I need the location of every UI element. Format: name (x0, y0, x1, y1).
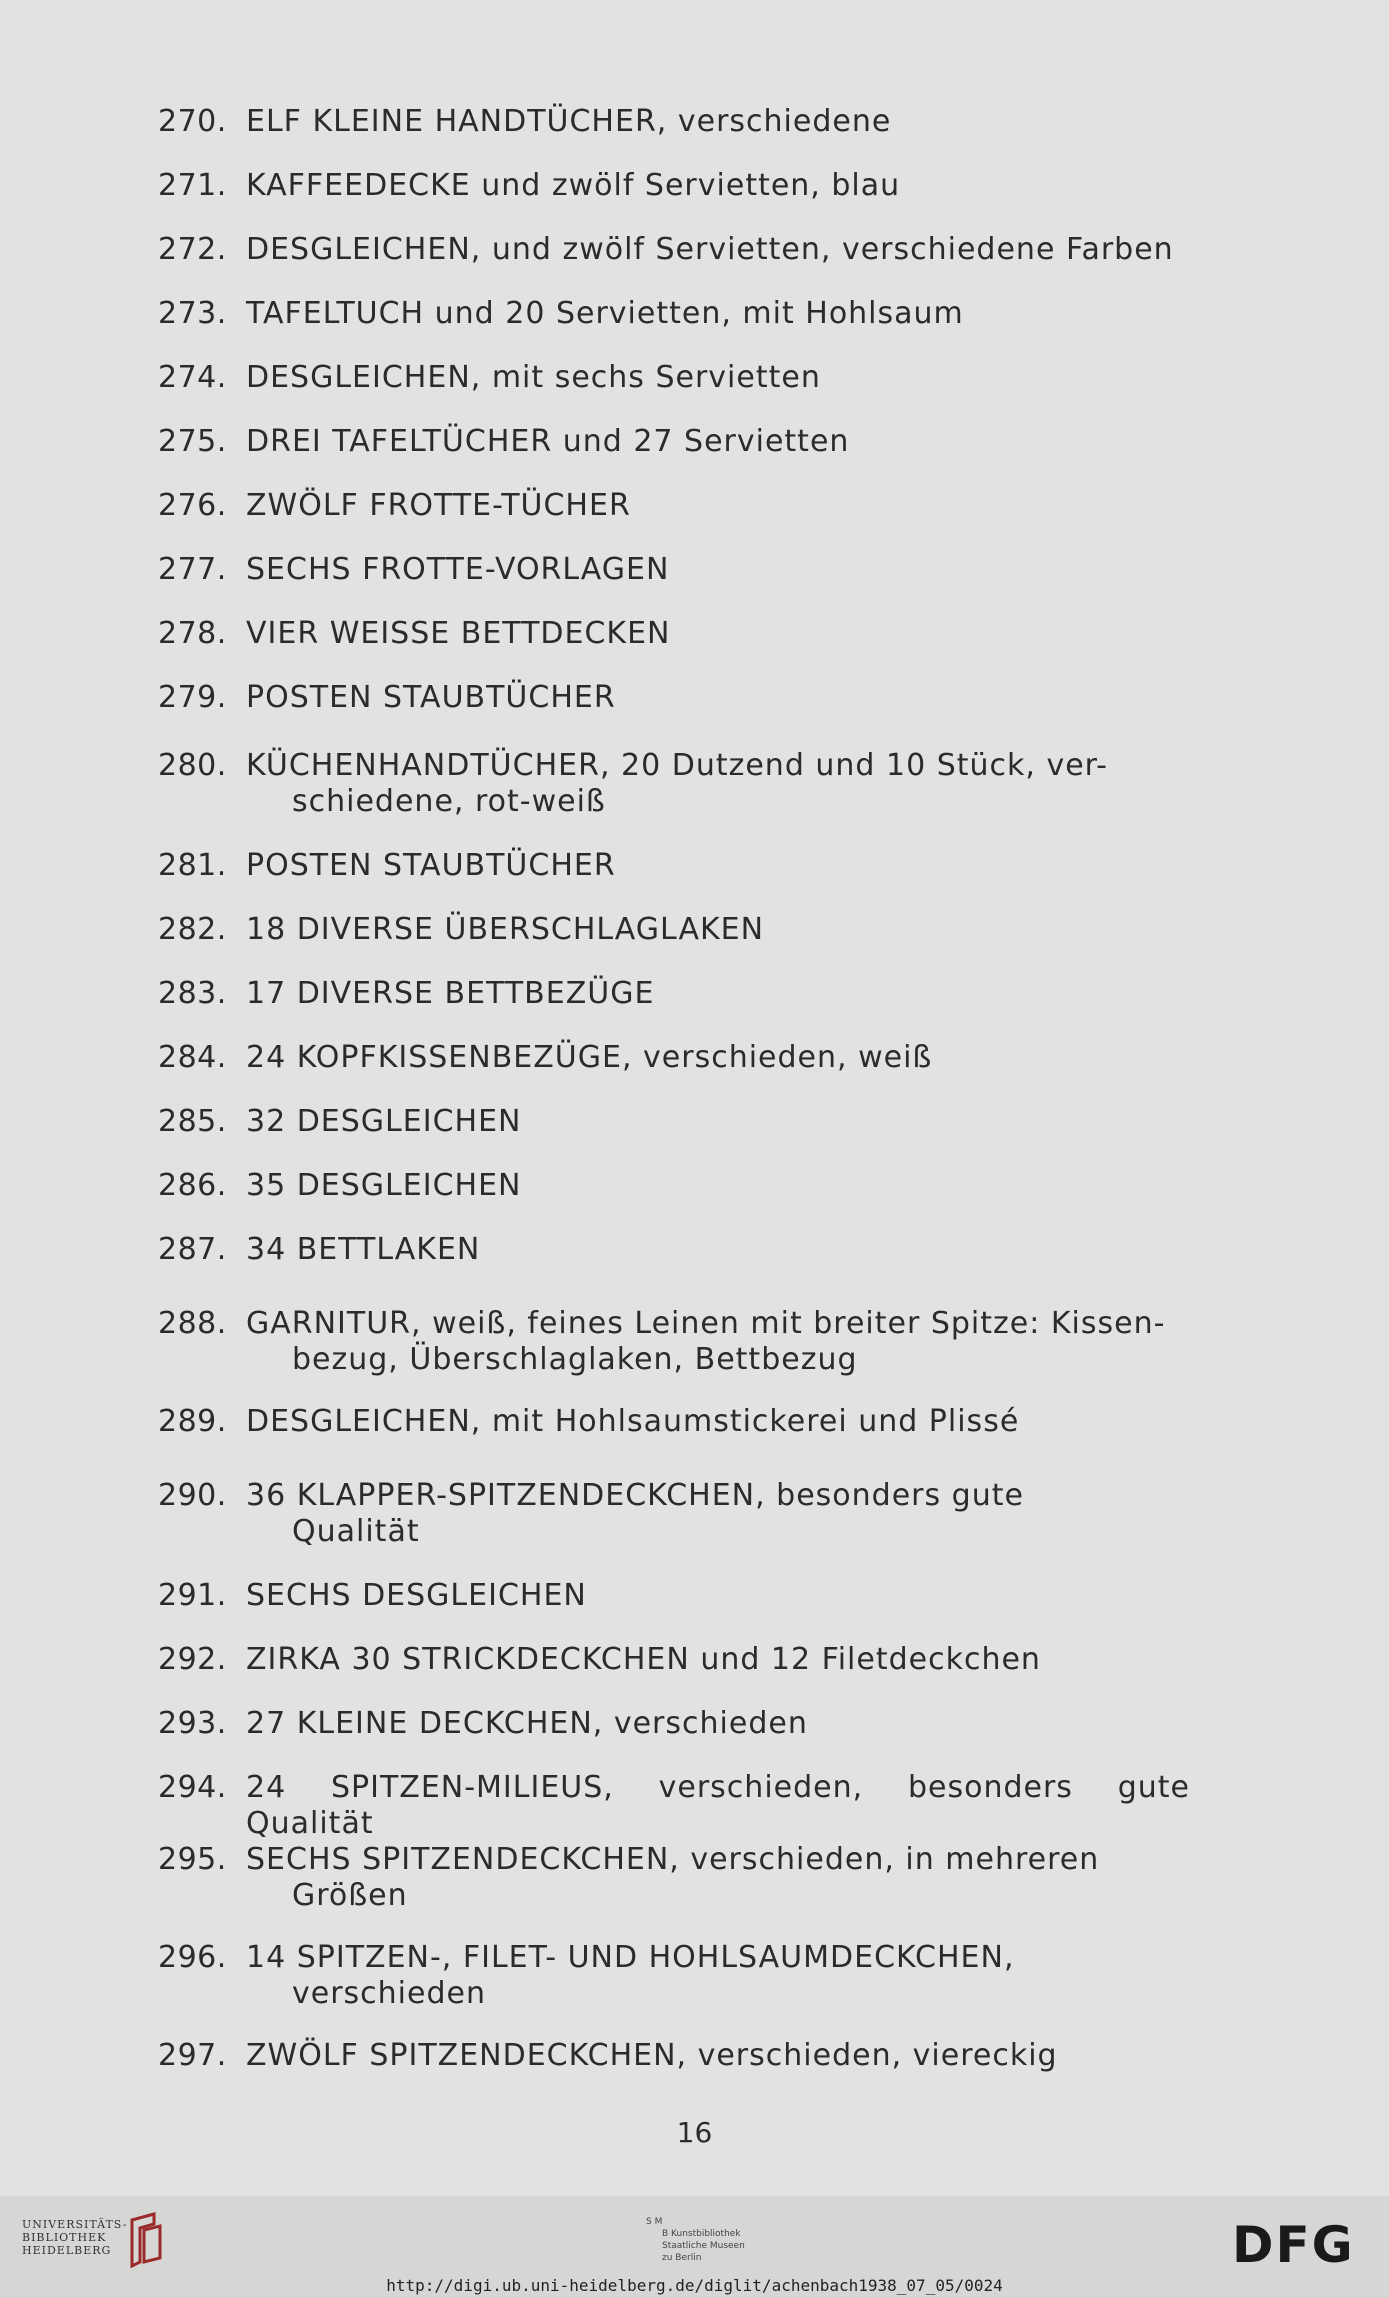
item-text-continuation: bezug, Überschlaglaken, Bettbezug (292, 1342, 858, 1377)
stamp-line: B Kunstbibliothek (662, 2229, 741, 2239)
item-text-line: 32 DESGLEICHEN (246, 1104, 522, 1139)
item-text-continuation: Größen (292, 1878, 408, 1913)
item-text-line: 35 DESGLEICHEN (246, 1168, 522, 1203)
item-text-line: TAFELTUCH und 20 Servietten, mit Hohlsaum (246, 296, 964, 331)
item-number: 285. (158, 1104, 227, 1139)
item-number: 287. (158, 1232, 227, 1267)
item-number: 280. (158, 748, 227, 783)
item-text (246, 748, 1190, 820)
footer-bar (0, 2196, 1389, 2298)
item-number: 276. (158, 488, 227, 523)
item-number: 294. (158, 1770, 227, 1805)
item-number: 292. (158, 1642, 227, 1677)
item-text (246, 168, 1190, 204)
item-text-line: SECHS SPITZENDECKCHEN, verschieden, in mehreren (246, 1842, 1100, 1877)
item-text (246, 1478, 1190, 1550)
item-text (246, 296, 1190, 332)
item-text (246, 1232, 1190, 1268)
item-text-line: DREI TAFELTÜCHER und 27 Servietten (246, 424, 850, 459)
item-text-line: KAFFEEDECKE und zwölf Servietten, blau (246, 168, 901, 203)
item-text-line: ELF KLEINE HANDTÜCHER, verschiedene (246, 104, 892, 139)
library-line: BIBLIOTHEK (22, 2231, 107, 2244)
item-number: 271. (158, 168, 227, 203)
library-name (22, 2218, 127, 2257)
item-text-line: GARNITUR, weiß, feines Leinen mit breiter Spitze: Kissen- (246, 1306, 1166, 1341)
item-text-line: ZWÖLF FROTTE-TÜCHER (246, 488, 631, 523)
item-number: 275. (158, 424, 227, 459)
stamp-line: zu Berlin (662, 2253, 702, 2263)
item-text-line: 24 SPITZEN-MILIEUS, verschieden, besonders gute Qualität (246, 1770, 1190, 1841)
item-number: 272. (158, 232, 227, 267)
item-text (246, 552, 1190, 588)
item-text (246, 1842, 1190, 1914)
item-text (246, 232, 1190, 268)
stamp-line: S M (646, 2217, 663, 2227)
item-number: 284. (158, 1040, 227, 1075)
item-text-line: SECHS DESGLEICHEN (246, 1578, 587, 1613)
item-text-line: POSTEN STAUBTÜCHER (246, 680, 616, 715)
library-line: UNIVERSITÄTS- (22, 2218, 128, 2231)
museum-stamp (646, 2216, 745, 2264)
item-text-line: DESGLEICHEN, und zwölf Servietten, verschiedene Farben (246, 232, 1174, 267)
library-line: HEIDELBERG (22, 2244, 112, 2257)
item-text (246, 488, 1190, 524)
item-text (246, 680, 1190, 716)
item-number: 295. (158, 1842, 227, 1877)
item-text (246, 1940, 1190, 2012)
item-text (246, 360, 1190, 396)
item-text-line: KÜCHENHANDTÜCHER, 20 Dutzend und 10 Stück, ver- (246, 748, 1108, 783)
item-text-line: 24 KOPFKISSENBEZÜGE, verschieden, weiß (246, 1040, 933, 1075)
item-text (246, 1040, 1190, 1076)
item-text-line: 27 KLEINE DECKCHEN, verschieden (246, 1706, 808, 1741)
item-text (246, 976, 1190, 1012)
item-text (246, 912, 1190, 948)
item-number: 281. (158, 848, 227, 883)
item-text (246, 1642, 1190, 1678)
item-number: 277. (158, 552, 227, 587)
item-number: 288. (158, 1306, 227, 1341)
item-text (246, 1578, 1190, 1614)
item-number: 283. (158, 976, 227, 1011)
item-text-line: POSTEN STAUBTÜCHER (246, 848, 616, 883)
item-number: 289. (158, 1404, 227, 1439)
item-number: 291. (158, 1578, 227, 1613)
item-text (246, 1770, 1190, 1842)
library-logo-icon (126, 2212, 166, 2268)
item-text-continuation: Qualität (292, 1514, 420, 1549)
item-text-line: SECHS FROTTE-VORLAGEN (246, 552, 670, 587)
item-text-continuation: verschieden (292, 1976, 486, 2011)
item-number: 290. (158, 1478, 227, 1513)
dfg-logo: DFG (1232, 2216, 1355, 2274)
item-number: 270. (158, 104, 227, 139)
source-url-link[interactable]: http://digi.ub.uni-heidelberg.de/diglit/achenbach1938_07_05/0024 (386, 2276, 1003, 2295)
item-text (246, 1404, 1190, 1440)
item-number: 282. (158, 912, 227, 947)
item-number: 293. (158, 1706, 227, 1741)
item-text (246, 1168, 1190, 1204)
page-number: 16 (676, 2116, 713, 2149)
stamp-line: Staatliche Museen (662, 2241, 745, 2251)
item-text-line: ZWÖLF SPITZENDECKCHEN, verschieden, viereckig (246, 2038, 1058, 2073)
item-text (246, 616, 1190, 652)
item-number: 286. (158, 1168, 227, 1203)
item-text-line: 34 BETTLAKEN (246, 1232, 481, 1267)
item-text (246, 1706, 1190, 1742)
item-number: 297. (158, 2038, 227, 2073)
item-number: 273. (158, 296, 227, 331)
item-text-line: DESGLEICHEN, mit Hohlsaumstickerei und Plissé (246, 1404, 1020, 1439)
item-number: 278. (158, 616, 227, 651)
item-number: 279. (158, 680, 227, 715)
item-text-line: ZIRKA 30 STRICKDECKCHEN und 12 Filetdeckchen (246, 1642, 1041, 1677)
item-text (246, 424, 1190, 460)
item-text-line: VIER WEISSE BETTDECKEN (246, 616, 671, 651)
item-text-line: 14 SPITZEN-, FILET- UND HOHLSAUMDECKCHEN, (246, 1940, 1015, 1975)
item-text (246, 2038, 1190, 2074)
item-text-line: 17 DIVERSE BETTBEZÜGE (246, 976, 655, 1011)
item-text-continuation: schiedene, rot-weiß (292, 784, 606, 819)
item-text-line: DESGLEICHEN, mit sechs Servietten (246, 360, 821, 395)
item-text-line: 18 DIVERSE ÜBERSCHLAGLAKEN (246, 912, 765, 947)
item-text (246, 1306, 1190, 1378)
item-number: 274. (158, 360, 227, 395)
item-text-line: 36 KLAPPER-SPITZENDECKCHEN, besonders gute (246, 1478, 1024, 1513)
item-text (246, 848, 1190, 884)
item-text (246, 1104, 1190, 1140)
item-number: 296. (158, 1940, 227, 1975)
item-text (246, 104, 1190, 140)
